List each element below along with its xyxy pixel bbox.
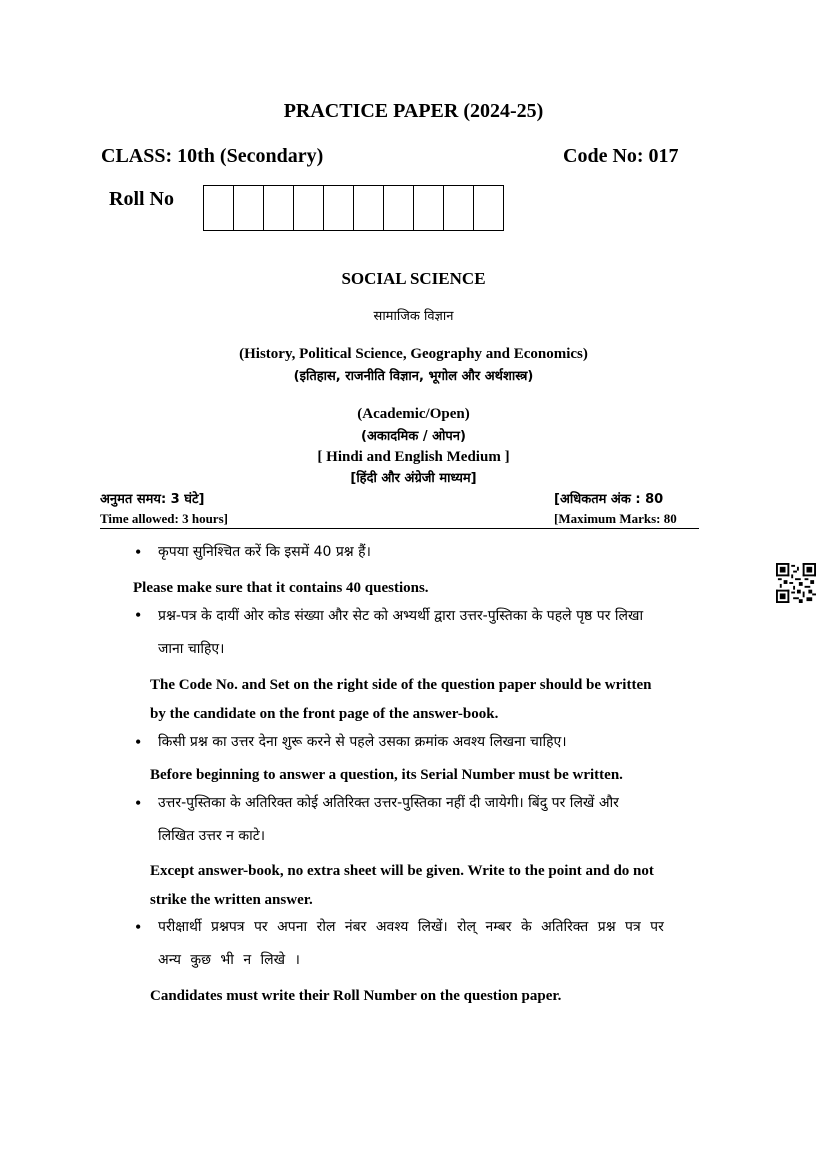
instruction-3-hi: किसी प्रश्न का उत्तर देना शुरू करने से पहले उसका क्रमांक अवश्य लिखना चाहिए।	[158, 734, 567, 750]
bullet-icon: •	[135, 605, 142, 625]
instruction-2-hi: प्रश्न-पत्र के दायीं ओर कोड संख्या और सेट को अभ्यर्थी द्वारा उत्तर-पुस्तिका के पहले पृष्ठ पर लिखा जाना चाहिए।	[158, 608, 644, 657]
max-marks-hi: [अधिकतम अंक : 80	[554, 492, 664, 507]
roll-no-label: Roll No	[109, 188, 174, 210]
class-label: CLASS: 10th (Secondary)	[101, 145, 324, 167]
subject-title-hi: सामाजिक विज्ञान	[373, 309, 454, 324]
roll-no-box[interactable]	[324, 186, 354, 230]
time-allowed-en: Time allowed: 3 hours]	[100, 511, 228, 526]
qr-code-icon	[776, 563, 816, 603]
subject-title-en: SOCIAL SCIENCE	[341, 269, 486, 288]
roll-no-box[interactable]	[354, 186, 384, 230]
roll-no-box[interactable]	[204, 186, 234, 230]
bullet-icon: •	[135, 917, 142, 937]
paper-type-hi: (अकादमिक / ओपन)	[361, 429, 466, 444]
time-marks-hi-row	[100, 489, 699, 507]
roll-no-box[interactable]	[384, 186, 414, 230]
page-title: PRACTICE PAPER (2024-25)	[283, 100, 544, 122]
bullet-icon: •	[135, 793, 142, 813]
roll-no-box[interactable]	[474, 186, 504, 230]
roll-no-box[interactable]	[294, 186, 324, 230]
medium-en: [ Hindi and English Medium ]	[317, 449, 510, 465]
time-allowed-hi: अनुमत समय: 3 घंटे]	[100, 492, 205, 507]
instruction-5-en: Candidates must write their Roll Number on the question paper.	[150, 988, 562, 1004]
max-marks-en: [Maximum Marks: 80	[554, 511, 677, 526]
roll-no-box[interactable]	[234, 186, 264, 230]
code-label: Code No: 017	[563, 145, 679, 167]
instruction-1-en: Please make sure that it contains 40 questions.	[133, 580, 429, 596]
roll-no-boxes[interactable]	[203, 185, 504, 231]
instruction-1-hi: कृपया सुनिश्चित करें कि इसमें 40 प्रश्न हैं।	[158, 544, 371, 560]
roll-no-box[interactable]	[414, 186, 444, 230]
disciplines-hi: (इतिहास, राजनीति विज्ञान, भूगोल और अर्थशास्त्र)	[293, 369, 534, 384]
paper-type-en: (Academic/Open)	[357, 406, 470, 422]
instruction-3-en: Before beginning to answer a question, its Serial Number must be written.	[150, 767, 623, 783]
instruction-2-en: The Code No. and Set on the right side of the question paper should be written by the candidate on the front page of the answer-book.	[150, 677, 652, 722]
instruction-4-en: Except answer-book, no extra sheet will be given. Write to the point and do not strike the written answer.	[150, 863, 654, 908]
disciplines-en: (History, Political Science, Geography and Economics)	[239, 346, 588, 362]
roll-no-box[interactable]	[444, 186, 474, 230]
bullet-icon: •	[135, 732, 142, 752]
instruction-4-hi: उत्तर-पुस्तिका के अतिरिक्त कोई अतिरिक्त उत्तर-पुस्तिका नहीं दी जायेगी। बिंदु पर लिखें और लिखित उत्तर न काटे।	[158, 795, 619, 844]
instruction-5-hi: परीक्षार्थी प्रश्नपत्र पर अपना रोल नंबर अवश्य लिखें। रोल् नम्बर के अतिरिक्त प्रश्न पत्र पर अन्य कुछ भी न लिखे ।	[158, 919, 664, 968]
medium-hi: [हिंदी और अंग्रेजी माध्यम]	[350, 471, 477, 486]
bullet-icon: •	[135, 542, 142, 562]
time-marks-en-row	[100, 511, 699, 529]
roll-no-box[interactable]	[264, 186, 294, 230]
